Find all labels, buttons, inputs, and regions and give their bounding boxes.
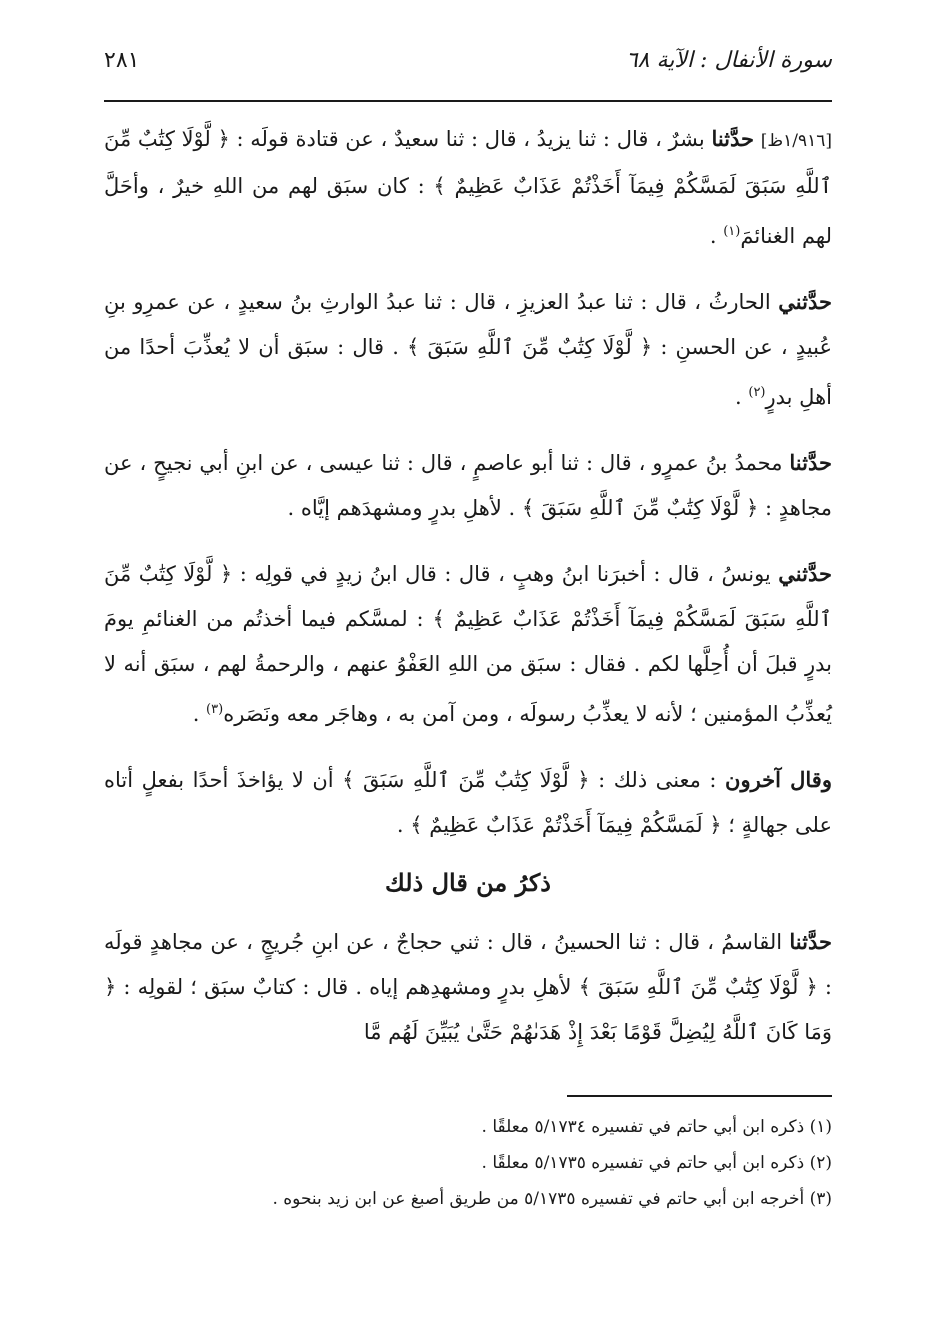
page-header	[104, 48, 832, 100]
paragraph-text: الحارثُ ، قال : ثنا عبدُ العزيزِ ، قال : ثنا عبدُ الوارثِ بنُ سعيدٍ ، عن عمرِو بنِ عُبيدٍ ، عن الحسنِ : ﴿ لَّوْلَا كِتَٰبٌ مِّنَ ٱللَّهِ سَبَقَ ﴾ . قال : سبَق أن لا يُعذِّبَ أحدًا من أهلِ بدرٍ	[104, 290, 832, 409]
paragraph-4	[104, 551, 832, 737]
footnote-ref-3: (٣)	[206, 702, 224, 717]
footnotes	[104, 1109, 832, 1217]
paragraph-text: القاسمُ ، قال : ثنا الحسينُ ، قال : ثني حجاجٌ ، عن ابنِ جُريجٍ ، عن مجاهدٍ قولَه : ﴿ لَّوْلَا كِتَٰبٌ مِّنَ ٱللَّهِ سَبَقَ ﴾ لأهلِ بدرٍ ومشهدِهم إياه . قال : كتابٌ سبَق ؛ لقولِه : ﴿ وَمَا كَانَ ٱللَّهُ لِيُضِلَّ قَوْمًا بَعْدَ إِذْ هَدَىٰهُمْ حَتَّىٰ يُبَيِّنَ لَهُم مَّا	[104, 930, 832, 1044]
paragraph-5	[104, 757, 832, 848]
paragraph-heading: حدَّثني	[778, 289, 832, 314]
main-text	[104, 116, 832, 1055]
footnote-ref-2: (٢)	[748, 385, 766, 400]
page-number: ٢٨١	[104, 48, 140, 73]
footnote-1: (١) ذكره ابن أبي حاتم في تفسيره ٥/١٧٣٤ معلقًا .	[481, 1117, 832, 1137]
paragraph-heading: حدَّثنا	[711, 126, 755, 151]
paragraph-text: يونسُ ، قال : أخبرَنا ابنُ وهبٍ ، قال : قال ابنُ زيدٍ في قولِه : ﴿ لَّوْلَا كِتَٰبٌ مِّنَ ٱللَّهِ سَبَقَ لَمَسَّكُمْ فِيمَآ أَخَذْتُمْ عَذَابٌ عَظِيمٌ ﴾ : لمسَّكم فيما أخذتُم من الغنائمِ يومَ بدرٍ قبلَ أن أُحِلَّها لكم . فقال : سبَق من اللهِ العَفْوُ عنهم ، والرحمةُ لهم ، سبَق أنه لا يُعذِّبُ المؤمنين ؛ لأنه لا يعذِّبُ رسولَه ، ومن آمن به ، وهاجَر معه ونَصَره	[104, 562, 832, 726]
paragraph-tail: .	[192, 702, 207, 726]
paragraph-text: بشرٌ ، قال : ثنا يزيدُ ، قال : ثنا سعيدٌ ، عن قتادة قولَه : ﴿ لَّوْلَا كِتَٰبٌ مِّنَ ٱللَّهِ سَبَقَ لَمَسَّكُمْ فِيمَآ أَخَذْتُمْ عَذَابٌ عَظِيمٌ ﴾ : كان سبَق لهم من اللهِ خيرٌ ، وأحَلَّ لهم الغنائمَ	[104, 127, 832, 248]
paragraph-1	[104, 116, 832, 259]
paragraph-2	[104, 279, 832, 420]
paragraph-heading: حدَّثنا	[789, 929, 832, 954]
footnote-ref-1: (١)	[723, 224, 741, 239]
manuscript-ref: [١/٩١٦ظ]	[760, 131, 832, 151]
footnote-2: (٢) ذكره ابن أبي حاتم في تفسيره ٥/١٧٣٥ معلقًا .	[481, 1153, 832, 1173]
paragraph-tail: .	[735, 385, 749, 409]
header-rule	[104, 100, 832, 102]
paragraph-text: : معنى ذلك : ﴿ لَّوْلَا كِتَٰبٌ مِّنَ ٱللَّهِ سَبَقَ ﴾ أن لا يؤاخذَ أحدًا بفعلٍ أتاه على جهالةٍ ؛ ﴿ لَمَسَّكُمْ فِيمَآ أَخَذْتُمْ عَذَابٌ عَظِيمٌ ﴾ .	[104, 768, 832, 837]
footnote-rule	[567, 1095, 832, 1097]
paragraph-heading: حدَّثنا	[789, 450, 832, 475]
paragraph-tail: .	[709, 224, 724, 248]
paragraph-3	[104, 440, 832, 531]
paragraph-6	[104, 919, 832, 1055]
paragraph-heading: حدَّثني	[778, 561, 832, 586]
section-heading: ذكرُ من قال ذلك	[385, 868, 551, 897]
paragraph-text: محمدُ بنُ عمرٍو ، قال : ثنا أبو عاصمٍ ، قال : ثنا عيسى ، عن ابنِ أبي نجيحٍ ، عن مجاهدٍ : ﴿ لَّوْلَا كِتَٰبٌ مِّنَ ٱللَّهِ سَبَقَ ﴾ . لأهلِ بدرٍ ومشهدَهم إيَّاه .	[104, 451, 832, 520]
paragraph-heading: وقال آخرون	[725, 767, 832, 792]
running-title: سورة الأنفال : الآية ٦٨	[625, 48, 832, 73]
footnote-3: (٣) أخرجه ابن أبي حاتم في تفسيره ٥/١٧٣٥ من طريق أصبغ عن ابن زيد بنحوه .	[272, 1189, 832, 1209]
